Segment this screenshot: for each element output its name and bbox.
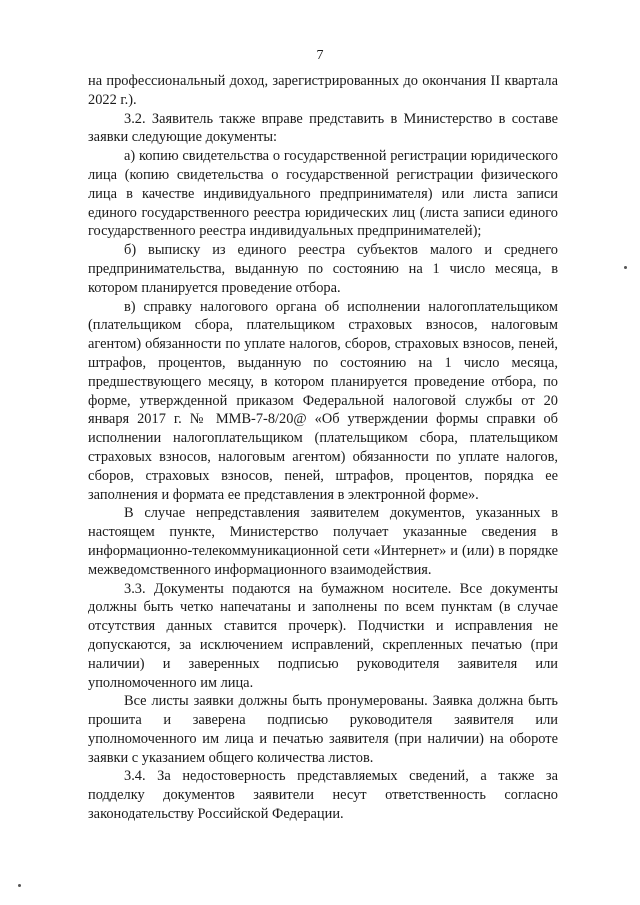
scan-speck <box>18 884 21 887</box>
paragraph-3-3: 3.3. Документы подаются на бумажном носителе. Все документы должны быть четко напечатаны и заполнены по всем пунктам (в случае отсутствия данных ставится прочерк). Подчистки и исправления не допускаются, за исключением исправлений, скрепленных печатью (при наличии) и заверенных подписью руководителя заявителя или уполномоченного им лица. <box>88 580 558 691</box>
scan-speck <box>624 266 627 269</box>
document-body <box>88 72 558 824</box>
paragraph-continuation: на профессиональный доход, зарегистрированных до окончания II квартала 2022 г.). <box>88 73 558 108</box>
paragraph-sheets: Все листы заявки должны быть пронумерованы. Заявка должна быть прошита и заверена подписью руководителя заявителя или уполномоченного им лица и печатью заявителя (при наличии) на обороте заявки с указанием общего количества листов. <box>88 693 558 766</box>
paragraph-3-2-a: а) копию свидетельства о государственной регистрации юридического лица (копию свидетельства о государственной регистрации физического лица в качестве индивидуального предпринимателя) или листа записи единого государственного реестра юридических лиц (листа записи единого государственного реестра индивидуальных предпринимателей); <box>88 148 558 240</box>
paragraph-3-2: 3.2. Заявитель также вправе представить в Министерство в составе заявки следующие документы: <box>88 110 558 146</box>
paragraph-3-4: 3.4. За недостоверность представляемых сведений, а также за подделку документов заявители несут ответственность согласно законодательству Российской Федерации. <box>88 768 558 823</box>
paragraph-non-submission: В случае непредставления заявителем документов, указанных в настоящем пункте, Министерство получает указанные сведения в информационно-телекоммуникационной сети «Интернет» и (или) в порядке межведомственного информационного взаимодействия. <box>88 505 558 578</box>
paragraph-3-2-v: в) справку налогового органа об исполнении налогоплательщиком (плательщиком сбора, плательщиком страховых взносов, налоговым агентом) обязанности по уплате налогов, сборов, страховых взносов, пеней, штрафов, процентов, выданную по состоянию на 1 число месяца, предшествующего месяцу, в котором планируется проведение отбора, по форме, утвержденной приказом Федеральной налоговой службы от 20 января 2017 г. № ММВ-7-8/20@ «Об утверждении формы справки об исполнении налогоплательщиком (плательщиком сбора, плательщиком страховых взносов, налоговым агентом) обязанности по уплате налогов, сборов, страховых взносов, пеней, штрафов, процентов, порядка ее заполнения и формата ее представления в электронной форме». <box>88 298 558 503</box>
paragraph-3-2-b: б) выписку из единого реестра субъектов малого и среднего предпринимательства, выданную по состоянию на 1 число месяца, в котором планируется проведение отбора. <box>88 242 558 296</box>
page-number: 7 <box>316 48 324 63</box>
